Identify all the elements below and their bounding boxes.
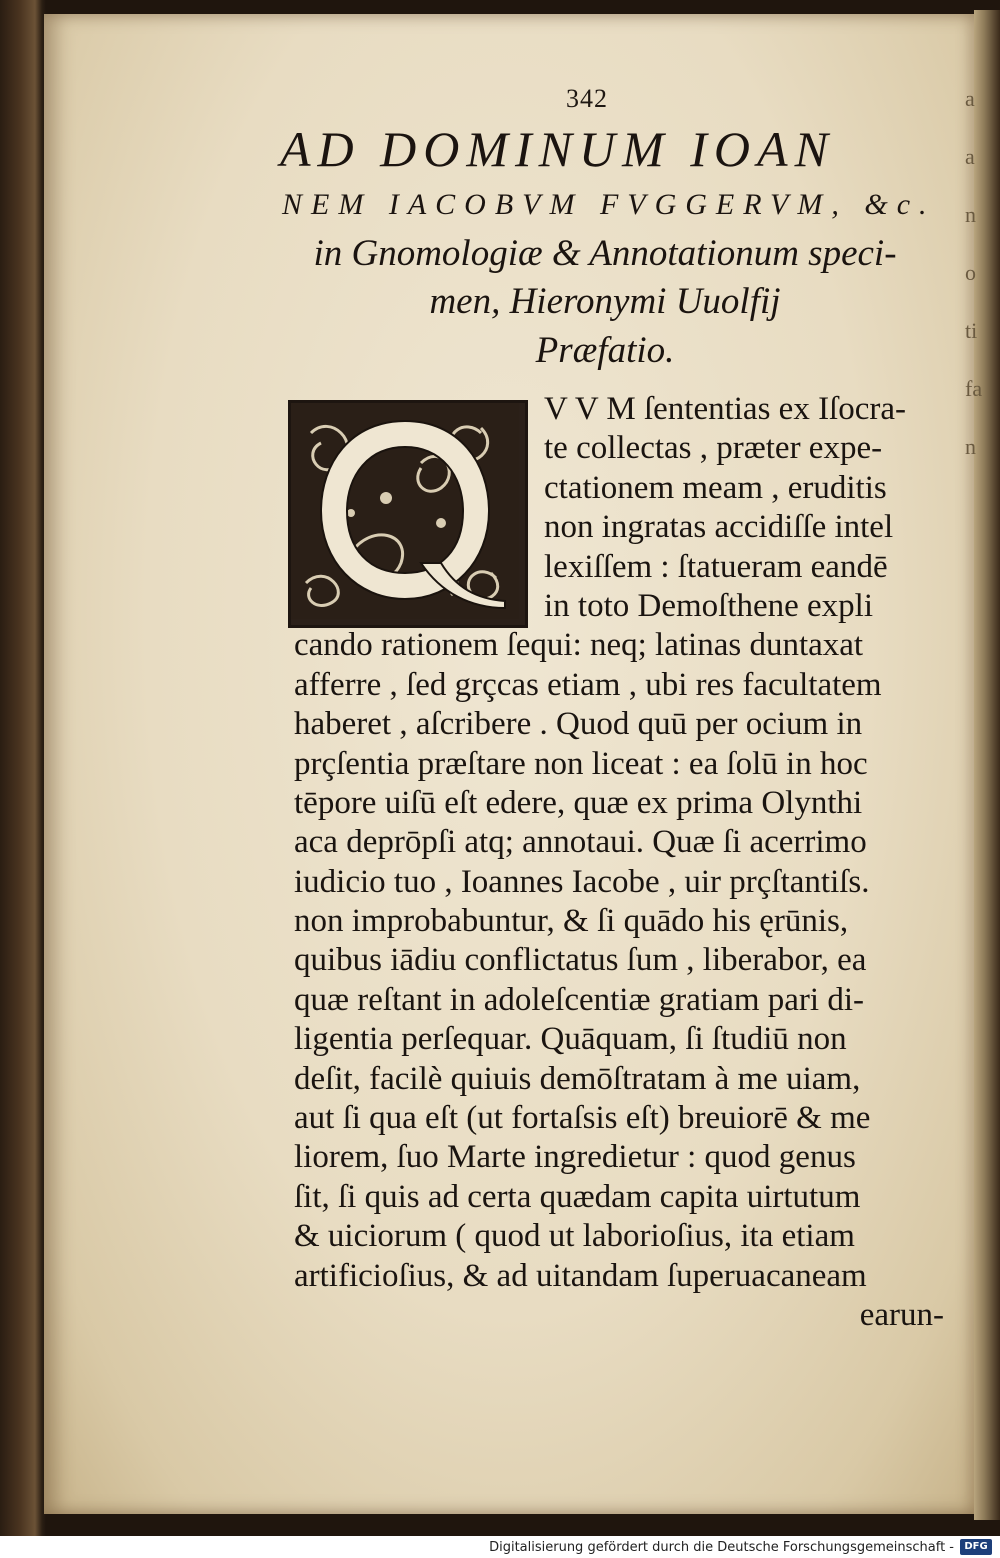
edge-glyph: n — [965, 434, 976, 459]
text-line: quibus iādiu conflictatus ſum , liberabor, ea — [294, 942, 867, 979]
text-line: lexiſſem : ſtatueram eandē — [544, 548, 888, 585]
edge-glyph: o — [965, 260, 976, 285]
text-line: & uiciorum ( quod ut laborioſius, ita etiam — [294, 1218, 855, 1255]
heading-line-3: in Gnomologiæ & Annotationum speci- — [313, 233, 897, 274]
text-line: ſit, ſi quis ad certa quædam capita uirtutum — [294, 1178, 861, 1215]
text-line: prçſentia præſtare non liceat : ea ſolū in hoc — [294, 745, 868, 782]
text-line: liorem, ſuo Marte ingredietur : quod genus — [294, 1139, 856, 1176]
body-text — [294, 390, 944, 1335]
text-line: tēpore uiſū eſt edere, quæ ex prima Olynthi — [294, 784, 863, 821]
page-number: 342 — [566, 84, 608, 113]
text-line: artificioſius, & ad uitandam ſuperuacaneam — [294, 1257, 867, 1294]
heading-line-2: NEM IACOBVM FVGGERVM, &c. — [282, 188, 936, 221]
heading-block — [280, 118, 970, 376]
text-line: non ingratas accidiſſe intel — [544, 509, 894, 546]
edge-glyph: n — [965, 202, 976, 227]
edge-glyph: ti — [965, 318, 978, 343]
catchword: earun- — [859, 1296, 944, 1333]
text-line: deſit, facilè quiuis demōſtratam à me uiam, — [294, 1060, 861, 1097]
edge-glyph: a — [965, 144, 975, 169]
heading-line-4: men, Hieronymi Uuolfij — [429, 281, 781, 322]
text-line: V V M ſententias ex Iſocra- — [544, 391, 907, 427]
dfg-logo: DFG — [960, 1539, 992, 1555]
text-line: aut ſi qua eſt (ut fortaſsis eſt) breuiorē & me — [294, 1100, 871, 1137]
text-line: quæ reſtant in adoleſcentiæ gratiam pari di- — [294, 981, 864, 1018]
funding-credit: Digitalisierung gefördert durch die Deutsche Forschungsgemeinschaft - — [489, 1540, 954, 1555]
text-line: cando rationem ſequi: neq; latinas duntaxat — [294, 627, 864, 664]
edge-glyph: a — [965, 86, 975, 111]
footer-bar — [0, 1536, 1000, 1558]
text-line: te collectas , præter expe- — [544, 430, 883, 467]
text-line: in toto Demoſthene expli — [544, 587, 874, 624]
text-line: haberet , aſcribere . Quod quū per ocium in — [294, 706, 863, 743]
text-line: ctationem meam , eruditis — [544, 469, 887, 506]
heading-line-5: Præfatio. — [535, 330, 675, 371]
text-line: non improbabuntur, & ſi quādo his ęrūnis, — [294, 903, 849, 940]
text-line: aca deprōpſi atq; annotaui. Quæ ſi acerrimo — [294, 824, 867, 861]
text-line: ligentia perſequar. Quāquam, ſi ſtudiū non — [294, 1021, 847, 1058]
text-line: iudicio tuo , Ioannes Iacobe , uir prçſtantiſs. — [294, 863, 870, 900]
edge-glyph: fa — [965, 376, 983, 401]
heading-line-1: AD DOMINUM IOAN — [280, 121, 835, 177]
text-line: afferre , ſed grçcas etiam , ubi res facultatem — [294, 666, 882, 703]
